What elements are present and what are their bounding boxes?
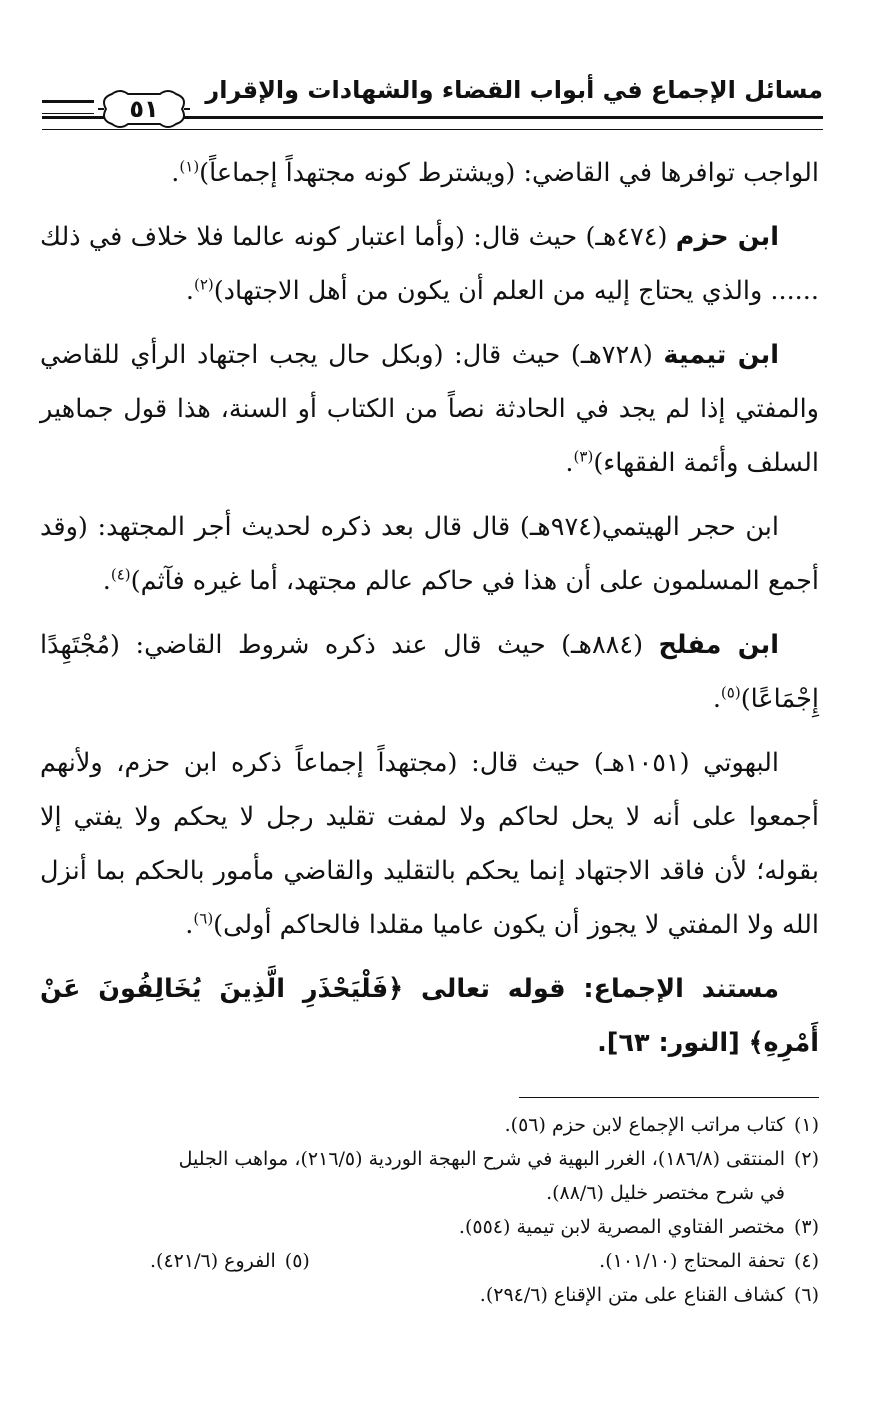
scholar-name-ibn-taymiyya: ابن تيمية <box>663 340 779 370</box>
footnote-text: الفروع (٤٢١/٦). <box>150 1250 276 1272</box>
paragraph-1-text: الواجب توافرها في القاضي: (ويشترط كونه مجتهداً إجماعاً) <box>199 158 819 188</box>
paragraph-ibn-hazm: ابن حزم (٤٧٤هـ) حيث قال: (وأما اعتبار كونه عالما فلا خلاف في ذلك ...... والذي يحتاج إليه من العلم أن يكون من أهل الاجتهاد)$^{(٢)}$. <box>40 222 819 306</box>
scholar-name-ibn-hazm: ابن حزم <box>675 222 779 252</box>
left-ornament-rule <box>42 100 94 114</box>
footnote-number: (٦) <box>793 1284 819 1306</box>
paragraph-ibn-hajar: ابن حجر الهيتمي(٩٧٤هـ) قال قال بعد ذكره لحديث أجر المجتهد: (وقد أجمع المسلمون على أن هذا في حاكم عالم مجتهد، أما غيره فآثم)$^{(٤)}$. <box>40 512 819 596</box>
footnote-ref-2[interactable]: (٢) <box>193 275 214 294</box>
footnote-row-4-5 <box>40 1244 819 1278</box>
footnote-ref-4[interactable]: (٤) <box>110 565 131 584</box>
footnote-text: كشاف القناع على متن الإقناع (٢٩٤/٦). <box>479 1284 785 1306</box>
footnote-1 <box>40 1108 819 1142</box>
paragraph-consensus-basis <box>40 962 819 1070</box>
paragraph-ibn-muflih: ابن مفلح (٨٨٤هـ) حيث قال عند ذكره شروط القاضي: (مُجْتَهِدًا إِجْمَاعًا)$^{(٥)}$. <box>40 630 819 714</box>
paragraph-ibn-taymiyya: ابن تيمية (٧٢٨هـ) حيث قال: (وبكل حال يجب اجتهاد الرأي للقاضي والمفتي إذا لم يجد في الحادثة نصاً من الكتاب أو السنة، هذا قول جماهير السلف وأئمة الفقهاء)$^{(٣)}$. <box>40 340 819 478</box>
footnote-number: (٣) <box>793 1216 819 1238</box>
footnote-text: المنتقى (١٨٦/٨)، الغرر البهية في شرح البهجة الوردية (٢١٦/٥)، مواهب الجليل <box>178 1148 785 1170</box>
running-title: مسائل الإجماع في أبواب القضاء والشهادات والإقرار <box>205 76 823 104</box>
paragraph-6-text: البهوتي (١٠٥١هـ) حيث قال: (مجتهداً إجماعاً ذكره ابن حزم، ولأنهم أجمعوا على أنه لا يحل لحاكم ولا لمفت تقليد رجل لا يحكم ولا يفتي إلا بقوله؛ لأن فاقد الاجتهاد إنما يحكم بالتقليد والقاضي مأمور بالحكم بما أنزل الله ولا المفتي لا يجوز أن يكون عاميا مقلدا فالحاكم أولى) <box>40 748 819 940</box>
footnotes <box>40 1108 819 1312</box>
footnote-3 <box>40 1210 819 1244</box>
footnote-number: (٢) <box>793 1148 819 1170</box>
footnote-text: مختصر الفتاوي المصرية لابن تيمية (٥٥٤). <box>458 1216 785 1238</box>
page-number: ٥١ <box>129 95 159 123</box>
footnote-5 <box>40 1244 310 1278</box>
footnote-number: (٥) <box>284 1250 310 1272</box>
paragraph-4-text: ابن حجر الهيتمي(٩٧٤هـ) قال قال بعد ذكره لحديث أجر المجتهد: (وقد أجمع المسلمون على أن هذا في حاكم عالم مجتهد، أما غيره فآثم) <box>40 512 819 596</box>
page-number-cartouche <box>96 86 192 132</box>
paragraph-5-text: (٨٨٤هـ) حيث قال عند ذكره شروط القاضي: (مُجْتَهِدًا إِجْمَاعًا) <box>40 630 819 714</box>
footnote-number: (١) <box>793 1114 819 1136</box>
footnote-4 <box>599 1244 819 1278</box>
paragraph-2-text: (٤٧٤هـ) حيث قال: (وأما اعتبار كونه عالما فلا خلاف في ذلك ...... والذي يحتاج إليه من العلم أن يكون من أهل الاجتهاد) <box>40 222 819 306</box>
consensus-basis-text: قوله تعالى ﴿فَلْيَحْذَرِ الَّذِينَ يُخَالِفُونَ عَنْ أَمْرِهِ﴾ [النور: ٦٣]. <box>40 974 819 1058</box>
footnote-2 <box>40 1142 819 1176</box>
footnote-ref-3[interactable]: (٣) <box>573 447 594 466</box>
main-text <box>40 146 819 1080</box>
footnote-text: كتاب مراتب الإجماع لابن حزم (٥٦). <box>504 1114 785 1136</box>
consensus-basis-label: مستند الإجماع: <box>583 974 779 1004</box>
footnote-6 <box>40 1278 819 1312</box>
footnote-text: تحفة المحتاج (١٠١/١٠). <box>599 1250 785 1272</box>
footnote-number: (٤) <box>793 1250 819 1272</box>
footnote-ref-1[interactable]: (١) <box>179 157 200 176</box>
paragraph-bahuti: البهوتي (١٠٥١هـ) حيث قال: (مجتهداً إجماعاً ذكره ابن حزم، ولأنهم أجمعوا على أنه لا يحل لحاكم ولا لمفت تقليد رجل لا يحكم ولا يفتي إلا بقوله؛ لأن فاقد الاجتهاد إنما يحكم بالتقليد والقاضي مأمور بالحكم بما أنزل الله ولا المفتي لا يجوز أن يكون عاميا مقلدا فالحاكم أولى)$^{(٦)}$. <box>40 748 819 940</box>
footnote-2-continued: في شرح مختصر خليل (٨٨/٦). <box>546 1182 785 1204</box>
footnote-separator <box>519 1097 819 1098</box>
footnote-ref-5[interactable]: (٥) <box>720 683 741 702</box>
paragraph-3-text: (٧٢٨هـ) حيث قال: (وبكل حال يجب اجتهاد الرأي للقاضي والمفتي إذا لم يجد في الحادثة نصاً من الكتاب أو السنة، هذا قول جماهير السلف وأئمة الفقهاء) <box>40 340 819 478</box>
scholar-name-ibn-muflih: ابن مفلح <box>658 630 780 660</box>
footnote-ref-6[interactable]: (٦) <box>193 909 214 928</box>
paragraph-1: الواجب توافرها في القاضي: (ويشترط كونه مجتهداً إجماعاً)$^{(١)}$. <box>171 157 819 188</box>
